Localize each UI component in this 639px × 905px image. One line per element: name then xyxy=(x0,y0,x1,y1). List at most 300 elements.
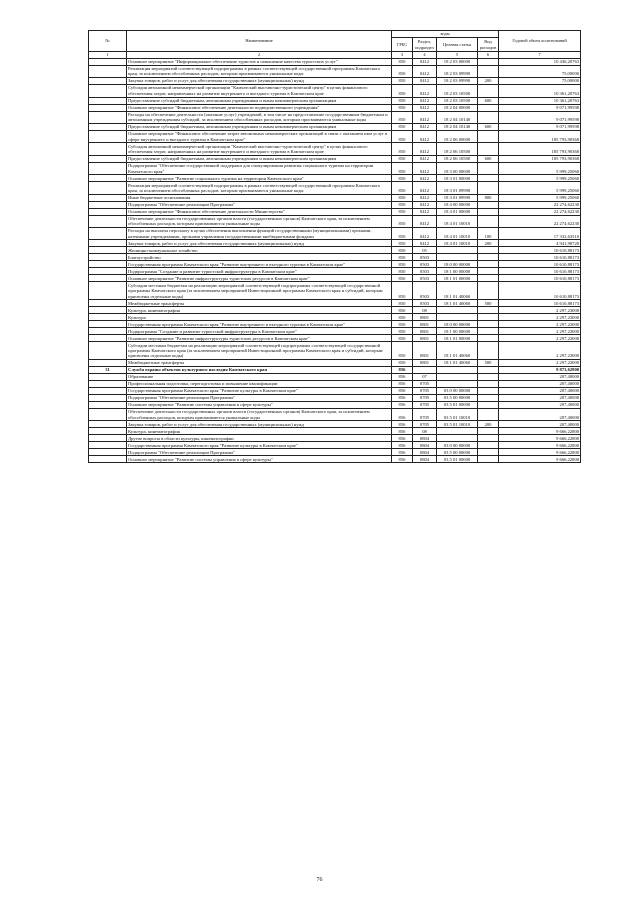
row-grbs: 850 xyxy=(392,194,413,201)
row-grbs: 856 xyxy=(392,449,413,456)
row-exptype: 100 xyxy=(478,228,499,240)
row-target: 18 0 00 00000 xyxy=(437,261,478,268)
table-row xyxy=(89,328,581,335)
row-grbs: 856 xyxy=(392,409,413,421)
row-number xyxy=(89,282,127,300)
row-section: 0412 xyxy=(413,215,437,227)
row-amount: 22 274,62230 xyxy=(499,201,581,208)
row-exptype: 200 xyxy=(478,240,499,247)
row-number xyxy=(89,97,127,104)
row-name: Основное мероприятие "Информационное обеспечение туристов и повышение качества туристских услуг" xyxy=(127,58,392,65)
row-grbs: 856 xyxy=(392,442,413,449)
table-row xyxy=(89,395,581,402)
row-name: Обеспечение деятельности государственных органов власти (государственных органов) Камчатского края, за исключением обособленных расходов, которым присваиваются уникальные коды xyxy=(127,215,392,227)
row-exptype xyxy=(478,314,499,321)
row-name: Государственная программа Камчатского края "Развитие внутреннего и въездного туризма в Камчатском крае" xyxy=(127,321,392,328)
row-section: 0804 xyxy=(413,435,437,442)
row-amount: 10 610,88173 xyxy=(499,275,581,282)
row-number xyxy=(89,449,127,456)
row-number xyxy=(89,228,127,240)
row-amount: 207,40000 xyxy=(499,402,581,409)
row-grbs: 850 xyxy=(392,307,413,314)
row-target: 18 2 03 10500 xyxy=(437,97,478,104)
row-amount: 185 793,90368 xyxy=(499,155,581,162)
row-section: 0705 xyxy=(413,388,437,395)
row-amount: 9 071,99598 xyxy=(499,124,581,131)
row-section: 0412 xyxy=(413,228,437,240)
row-exptype: 200 xyxy=(478,78,499,85)
row-amount: 207,40000 xyxy=(499,395,581,402)
row-number xyxy=(89,435,127,442)
row-section: 0801 xyxy=(413,314,437,321)
row-section: 0801 xyxy=(413,335,437,342)
row-number xyxy=(89,456,127,463)
row-section: 0412 xyxy=(413,124,437,131)
row-amount: 10 610,88173 xyxy=(499,282,581,300)
table-row xyxy=(89,367,581,374)
row-name: Основное мероприятие "Развитие системы управления в сфере культуры" xyxy=(127,456,392,463)
row-name: Предоставление субсидий бюджетным, автономным учреждениям и иным некоммерческим организациям xyxy=(127,155,392,162)
row-number xyxy=(89,402,127,409)
row-grbs: 850 xyxy=(392,111,413,123)
row-name: Культура xyxy=(127,314,392,321)
row-target: 18 2 06 10500 xyxy=(437,155,478,162)
row-target: 18 3 00 00000 xyxy=(437,162,478,174)
table-row xyxy=(89,155,581,162)
row-target: 18 2 06 00000 xyxy=(437,131,478,143)
header-index: 4 xyxy=(413,52,437,59)
table-row xyxy=(89,261,581,268)
row-number xyxy=(89,104,127,111)
row-exptype xyxy=(478,335,499,342)
row-amount: 9 071,99598 xyxy=(499,111,581,123)
row-name: Другие вопросы в области культуры, кинематографии xyxy=(127,435,392,442)
row-name: Подпрограмма "Обеспечение реализации Программы" xyxy=(127,395,392,402)
row-target: 18 2 04 10140 xyxy=(437,111,478,123)
row-number xyxy=(89,194,127,201)
row-number xyxy=(89,143,127,155)
table-row xyxy=(89,314,581,321)
row-number xyxy=(89,335,127,342)
row-exptype xyxy=(478,182,499,194)
row-grbs: 856 xyxy=(392,402,413,409)
row-amount: 10 610,88173 xyxy=(499,254,581,261)
row-exptype xyxy=(478,328,499,335)
row-exptype xyxy=(478,65,499,77)
row-grbs: 850 xyxy=(392,300,413,307)
row-target: 18 2 03 10500 xyxy=(437,85,478,97)
table-row xyxy=(89,247,581,254)
row-section: 0503 xyxy=(413,300,437,307)
row-exptype xyxy=(478,374,499,381)
row-amount: 2 297,23000 xyxy=(499,342,581,360)
row-grbs: 850 xyxy=(392,282,413,300)
row-name: Субсидии местным бюджетам на реализацию мероприятий соответствующей подпрограммы соответствующей государственной программы Камчатского края (за исключением мероприятий Инвестиционной программы Камчатского края и субсидий, которым присвоены отдельные коды) xyxy=(127,282,392,300)
row-target: 03 5 01 00000 xyxy=(437,402,478,409)
row-number xyxy=(89,428,127,435)
table-row xyxy=(89,162,581,174)
table-row xyxy=(89,65,581,77)
row-name: Закупка товаров, работ и услуг для обеспечения государственных (муниципальных) нужд xyxy=(127,78,392,85)
row-target: 18 1 00 00000 xyxy=(437,268,478,275)
row-amount: 4 941,98720 xyxy=(499,240,581,247)
row-target: 18 1 01 00000 xyxy=(437,335,478,342)
table-row xyxy=(89,442,581,449)
row-number xyxy=(89,307,127,314)
row-number xyxy=(89,58,127,65)
row-target: 03 5 00 00000 xyxy=(437,449,478,456)
row-name: Основное мероприятие "Развитие системы управления в сфере культуры" xyxy=(127,402,392,409)
row-target: 03 5 01 00000 xyxy=(437,456,478,463)
table-row xyxy=(89,360,581,367)
row-name: Основное мероприятие "Финансовое обеспечение деятельности подведомственного учреждения" xyxy=(127,104,392,111)
row-section: 0412 xyxy=(413,182,437,194)
table-header xyxy=(89,31,581,59)
row-grbs: 850 xyxy=(392,275,413,282)
row-section: 0412 xyxy=(413,97,437,104)
row-exptype xyxy=(478,456,499,463)
row-number xyxy=(89,65,127,77)
row-exptype xyxy=(478,268,499,275)
row-exptype xyxy=(478,215,499,227)
row-amount: 185 793,90368 xyxy=(499,143,581,155)
row-exptype xyxy=(478,367,499,374)
row-name: Реализация мероприятий соответствующей подпрограммы в рамках соответствующей государственной программы Камчатского края, за исключением обособленных расходов, которым присваиваются уникальные коды xyxy=(127,182,392,194)
row-amount: 5 999,25060 xyxy=(499,182,581,194)
row-name: Культура, кинематография xyxy=(127,307,392,314)
row-name: Подпрограмма "Обеспечение реализации Программы" xyxy=(127,201,392,208)
row-exptype xyxy=(478,254,499,261)
row-section: 0412 xyxy=(413,85,437,97)
row-exptype xyxy=(478,111,499,123)
table-row xyxy=(89,421,581,428)
row-number xyxy=(89,162,127,174)
header-index: 3 xyxy=(392,52,413,59)
row-exptype xyxy=(478,342,499,360)
table-row xyxy=(89,342,581,360)
row-number xyxy=(89,124,127,131)
row-name: Подпрограмма "Обеспечение государственной поддержки для стимулирования развития социального туризма на территории Камчатского края" xyxy=(127,162,392,174)
row-section: 07 xyxy=(413,374,437,381)
row-amount: 207,40000 xyxy=(499,381,581,388)
table-row xyxy=(89,268,581,275)
row-grbs: 856 xyxy=(392,395,413,402)
row-number xyxy=(89,268,127,275)
row-amount: 10 610,88173 xyxy=(499,247,581,254)
row-number xyxy=(89,131,127,143)
row-section: 0412 xyxy=(413,194,437,201)
row-amount: 10 610,88173 xyxy=(499,300,581,307)
row-grbs: 850 xyxy=(392,97,413,104)
row-grbs: 850 xyxy=(392,124,413,131)
row-name: Подпрограмма "Создание и развитие туристской инфраструктуры в Камчатском крае" xyxy=(127,328,392,335)
row-exptype xyxy=(478,208,499,215)
table-row xyxy=(89,428,581,435)
row-exptype xyxy=(478,261,499,268)
row-grbs: 856 xyxy=(392,367,413,374)
row-number xyxy=(89,85,127,97)
table-row xyxy=(89,131,581,143)
table-row xyxy=(89,58,581,65)
row-section: 0705 xyxy=(413,395,437,402)
row-target: 18 2 06 10500 xyxy=(437,143,478,155)
table-row xyxy=(89,388,581,395)
row-section: 0412 xyxy=(413,78,437,85)
row-exptype xyxy=(478,247,499,254)
row-amount: 9 071,99598 xyxy=(499,104,581,111)
row-target: 03 5 01 10010 xyxy=(437,409,478,421)
table-row xyxy=(89,85,581,97)
row-section: 0412 xyxy=(413,175,437,182)
row-amount: 9 666,22800 xyxy=(499,456,581,463)
row-amount: 2 297,23000 xyxy=(499,321,581,328)
row-amount: 207,40000 xyxy=(499,388,581,395)
row-amount: 2 297,23000 xyxy=(499,328,581,335)
row-grbs: 850 xyxy=(392,208,413,215)
row-amount: 207,40000 xyxy=(499,409,581,421)
row-amount: 2 297,23000 xyxy=(499,307,581,314)
row-target xyxy=(437,367,478,374)
header-index: 7 xyxy=(499,52,581,59)
row-name: Реализация мероприятий соответствующей подпрограммы в рамках соответствующей государственной программы Камчатского края, за исключением обособленных расходов, которым присваиваются уникальные коды xyxy=(127,65,392,77)
row-exptype xyxy=(478,282,499,300)
row-section: 0705 xyxy=(413,402,437,409)
row-exptype xyxy=(478,321,499,328)
row-section: 0412 xyxy=(413,155,437,162)
row-grbs: 856 xyxy=(392,421,413,428)
row-exptype xyxy=(478,402,499,409)
row-number xyxy=(89,388,127,395)
row-grbs: 850 xyxy=(392,321,413,328)
row-name: Основное мероприятие "Финансовое обеспечение деятельности Министерства" xyxy=(127,208,392,215)
row-name: Закупка товаров, работ и услуг для обеспечения государственных (муниципальных) нужд xyxy=(127,421,392,428)
row-name: Расходы на обеспечение деятельности (оказание услуг) учреждений, в том числе на предоставление государственным бюджетным и автономным учреждениям субсидий, за исключением обособленных расходов, которым присваиваются уникальные коды xyxy=(127,111,392,123)
row-name: Субсидия автономной некоммерческой организации "Камчатский выставочно-туристический центр" в целях финансового обеспечения затрат, направленных на развитие внутреннего и въездного туризма в Камчатском крае xyxy=(127,85,392,97)
row-name: Предоставление субсидий бюджетным, автономным учреждениям и иным некоммерческим организациям xyxy=(127,124,392,131)
table-row xyxy=(89,124,581,131)
row-exptype: 800 xyxy=(478,194,499,201)
row-target: 18 1 01 40060 xyxy=(437,300,478,307)
row-target xyxy=(437,247,478,254)
row-grbs: 850 xyxy=(392,335,413,342)
row-target: 18 2 04 00000 xyxy=(437,104,478,111)
table-body xyxy=(89,58,581,463)
row-section: 0801 xyxy=(413,360,437,367)
row-target: 18 3 01 00000 xyxy=(437,175,478,182)
row-name: Межбюджетные трансферты xyxy=(127,300,392,307)
row-grbs: 850 xyxy=(392,155,413,162)
row-grbs: 856 xyxy=(392,456,413,463)
row-name: Основное мероприятие "Развитие инфраструктуры туристских ресурсов в Камчатском крае" xyxy=(127,335,392,342)
row-exptype xyxy=(478,162,499,174)
row-target xyxy=(437,374,478,381)
row-name: Профессиональная подготовка, переподготовка и повышение квалификации xyxy=(127,381,392,388)
row-target: 18 1 01 40060 xyxy=(437,360,478,367)
row-exptype: 600 xyxy=(478,97,499,104)
table-row xyxy=(89,111,581,123)
header-grbs: ГРБС xyxy=(392,38,413,52)
table-row xyxy=(89,435,581,442)
row-number xyxy=(89,314,127,321)
row-amount: 22 274,62230 xyxy=(499,215,581,227)
table-row xyxy=(89,228,581,240)
row-grbs: 856 xyxy=(392,435,413,442)
header-index: 6 xyxy=(478,52,499,59)
row-section: 0801 xyxy=(413,328,437,335)
row-grbs: 850 xyxy=(392,240,413,247)
row-grbs: 856 xyxy=(392,381,413,388)
row-grbs: 850 xyxy=(392,104,413,111)
row-target: 18 1 01 40060 xyxy=(437,342,478,360)
row-amount: 75,00000 xyxy=(499,78,581,85)
row-target: 18 1 01 00000 xyxy=(437,275,478,282)
row-amount: 2 297,23000 xyxy=(499,314,581,321)
row-exptype xyxy=(478,85,499,97)
row-target xyxy=(437,381,478,388)
header-index: 2 xyxy=(127,52,392,59)
row-grbs: 850 xyxy=(392,268,413,275)
header-index: 1 xyxy=(89,52,127,59)
row-grbs: 850 xyxy=(392,215,413,227)
row-section: 0412 xyxy=(413,111,437,123)
row-exptype xyxy=(478,58,499,65)
row-section: 0412 xyxy=(413,65,437,77)
row-section: 0412 xyxy=(413,104,437,111)
row-target: 18 2 03 09990 xyxy=(437,65,478,77)
row-amount: 2 297,23000 xyxy=(499,335,581,342)
row-section: 0412 xyxy=(413,162,437,174)
row-target: 18 1 00 00000 xyxy=(437,328,478,335)
row-grbs: 850 xyxy=(392,162,413,174)
row-section xyxy=(413,367,437,374)
row-target: 18 2 03 09990 xyxy=(437,78,478,85)
header-exptype: Вид расходов xyxy=(478,38,499,52)
row-target xyxy=(437,428,478,435)
table-row xyxy=(89,456,581,463)
row-number xyxy=(89,421,127,428)
row-grbs: 850 xyxy=(392,143,413,155)
table-row xyxy=(89,104,581,111)
row-exptype xyxy=(478,381,499,388)
table-row xyxy=(89,381,581,388)
row-exptype xyxy=(478,395,499,402)
row-target: 18 4 00 00000 xyxy=(437,201,478,208)
row-exptype xyxy=(478,104,499,111)
row-target: 18 2 03 00000 xyxy=(437,58,478,65)
header-index: 5 xyxy=(437,52,478,59)
table-row xyxy=(89,254,581,261)
row-grbs: 856 xyxy=(392,388,413,395)
page-number: 76 xyxy=(316,877,323,883)
row-exptype xyxy=(478,131,499,143)
row-number xyxy=(89,254,127,261)
row-section: 0804 xyxy=(413,449,437,456)
row-exptype: 600 xyxy=(478,155,499,162)
row-section: 0804 xyxy=(413,456,437,463)
row-section: 08 xyxy=(413,428,437,435)
row-grbs: 850 xyxy=(392,328,413,335)
table-row xyxy=(89,143,581,155)
row-exptype xyxy=(478,175,499,182)
row-amount: 9 666,22800 xyxy=(499,428,581,435)
row-amount: 5 999,25060 xyxy=(499,162,581,174)
row-name: Жилищно-коммунальное хозяйство xyxy=(127,247,392,254)
row-amount: 5 999,25060 xyxy=(499,175,581,182)
row-grbs: 850 xyxy=(392,65,413,77)
row-target: 18 2 04 10140 xyxy=(437,124,478,131)
row-target: 03 5 00 00000 xyxy=(437,395,478,402)
row-target: 18 3 01 09990 xyxy=(437,194,478,201)
row-section: 0412 xyxy=(413,201,437,208)
row-amount: 9 873,62800 xyxy=(499,367,581,374)
row-number xyxy=(89,395,127,402)
row-exptype: 600 xyxy=(478,124,499,131)
row-name: Основное мероприятие "Финансовое обеспечение затрат автономных некоммерческих организаций в связи с оказанием ими услуг в сфере внутреннего и въездного туризма в Камчатском крае" xyxy=(127,131,392,143)
table-row xyxy=(89,374,581,381)
row-exptype xyxy=(478,143,499,155)
row-exptype: 500 xyxy=(478,360,499,367)
row-number xyxy=(89,300,127,307)
row-exptype xyxy=(478,428,499,435)
header-name: Наименование xyxy=(127,31,392,52)
row-target: 18 4 01 10010 xyxy=(437,240,478,247)
row-number xyxy=(89,201,127,208)
row-target: 03 0 00 00000 xyxy=(437,442,478,449)
row-target xyxy=(437,314,478,321)
row-number xyxy=(89,374,127,381)
row-grbs: 850 xyxy=(392,175,413,182)
row-number xyxy=(89,275,127,282)
row-number xyxy=(89,409,127,421)
row-amount: 10 610,88173 xyxy=(499,261,581,268)
row-exptype xyxy=(478,435,499,442)
row-section: 05 xyxy=(413,247,437,254)
row-section: 0801 xyxy=(413,342,437,360)
row-number xyxy=(89,182,127,194)
table-row xyxy=(89,208,581,215)
row-target xyxy=(437,435,478,442)
table-row xyxy=(89,402,581,409)
row-number xyxy=(89,381,127,388)
row-section: 0503 xyxy=(413,268,437,275)
row-number xyxy=(89,261,127,268)
header-num: № xyxy=(89,31,127,52)
table-row xyxy=(89,321,581,328)
budget-table xyxy=(88,30,581,463)
table-row xyxy=(89,275,581,282)
table-row xyxy=(89,307,581,314)
row-grbs: 850 xyxy=(392,360,413,367)
row-amount: 9 666,22800 xyxy=(499,449,581,456)
row-number xyxy=(89,321,127,328)
row-grbs: 850 xyxy=(392,228,413,240)
row-exptype: 500 xyxy=(478,300,499,307)
row-grbs: 850 xyxy=(392,58,413,65)
row-exptype xyxy=(478,442,499,449)
table-row xyxy=(89,201,581,208)
table-row xyxy=(89,215,581,227)
row-section: 0412 xyxy=(413,208,437,215)
row-amount: 10 361,20763 xyxy=(499,85,581,97)
row-section: 0503 xyxy=(413,282,437,300)
row-number: 31 xyxy=(89,367,127,374)
row-exptype: 200 xyxy=(478,421,499,428)
row-grbs: 850 xyxy=(392,342,413,360)
row-amount: 10 436,20763 xyxy=(499,58,581,65)
row-target: 18 4 01 10010 xyxy=(437,228,478,240)
row-exptype xyxy=(478,307,499,314)
row-grbs: 850 xyxy=(392,314,413,321)
